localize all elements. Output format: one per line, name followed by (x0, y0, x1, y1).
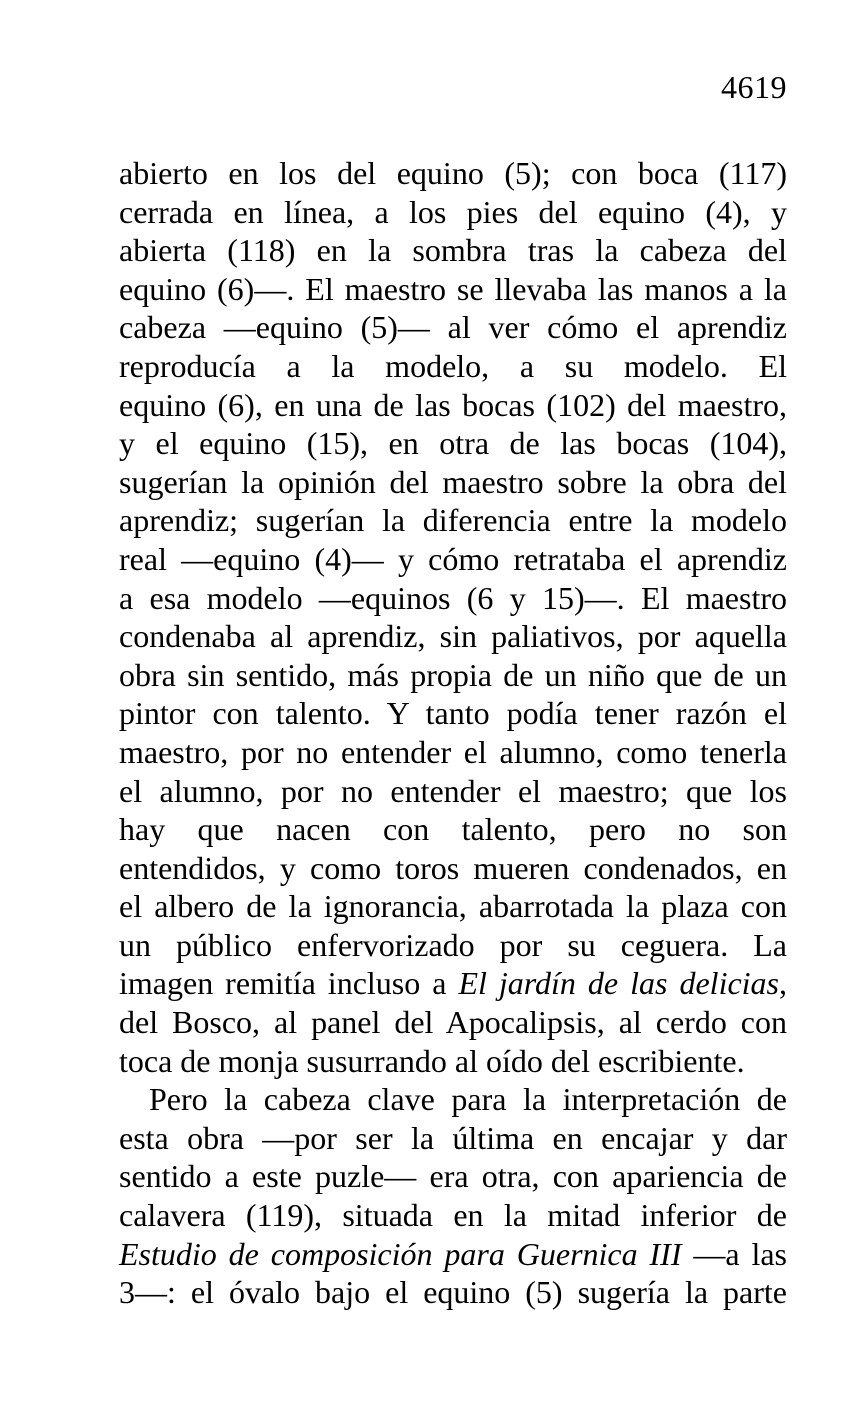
body-text: maestro, por no entender el alumno, como tenerla (119, 733, 787, 770)
body-text: reproducía a la modelo, a su modelo. El (119, 347, 787, 384)
body-text: y el equino (15), en otra de las bocas (104), (119, 425, 787, 462)
text-line (119, 579, 787, 618)
body-text: cabeza —equino (5)— al ver cómo el aprendiz (119, 309, 787, 346)
text-line (119, 1003, 787, 1042)
body-text: obra sin sentido, más propia de un niño que de un (119, 656, 787, 693)
body-text: sugerían la opinión del maestro sobre la obra del (119, 463, 787, 500)
body-text: calavera (119), situada en la mitad inferior de (119, 1197, 787, 1234)
body-text: 3—: el óvalo bajo el equino (5) sugería la parte (119, 1274, 787, 1311)
text-line (119, 386, 787, 425)
body-text: condenaba al aprendiz, sin paliativos, por aquella (119, 618, 787, 655)
text-line (119, 1119, 787, 1158)
body-text: a esa modelo —equinos (6 y 15)—. El maestro (119, 579, 787, 616)
text-line (119, 424, 787, 463)
body-text: Pero la cabeza clave para la interpretación de (149, 1081, 787, 1118)
body-text: hay que nacen con talento, pero no son (119, 811, 787, 848)
text-line (119, 501, 787, 540)
body-text: el albero de la ignorancia, abarrotada la plaza con (119, 888, 787, 925)
text-line (119, 270, 787, 309)
text-line (119, 733, 787, 772)
text-line (119, 193, 787, 232)
body-text: sentido a este puzle— era otra, con apariencia de (119, 1158, 787, 1195)
text-line (119, 810, 787, 849)
text-line (119, 964, 787, 1003)
body-text: del Bosco, al panel del Apocalipsis, al cerdo con (119, 1004, 787, 1041)
text-line (119, 849, 787, 888)
text-line (119, 1157, 787, 1196)
body-text: un público enfervorizado por su ceguera. La (119, 926, 787, 963)
text-line (119, 1042, 787, 1081)
text-line (119, 1273, 787, 1312)
text-line (119, 617, 787, 656)
text-line (119, 231, 787, 270)
text-line (119, 347, 787, 386)
text-line (119, 463, 787, 502)
body-text: cerrada en línea, a los pies del equino (4), y (119, 193, 787, 230)
text-line (119, 540, 787, 579)
body-text: , (779, 965, 788, 1002)
body-text: real —equino (4)— y cómo retrataba el aprendiz (119, 540, 787, 577)
text-line (119, 1235, 787, 1274)
text-line (119, 308, 787, 347)
body-text: abierta (118) en la sombra tras la cabeza del (119, 232, 787, 269)
text-line (119, 926, 787, 965)
body-text: toca de monja susurrando al oído del escribiente. (119, 1042, 745, 1079)
page-number: 4619 (721, 69, 787, 105)
body-text: pintor con talento. Y tanto podía tener razón el (119, 695, 787, 732)
text-line (119, 887, 787, 926)
text-line (119, 1196, 787, 1235)
text-line (119, 772, 787, 811)
body-text: —a las (681, 1235, 787, 1272)
body-text: equino (6), en una de las bocas (102) del maestro, (119, 386, 787, 423)
body-text: aprendiz; sugerían la diferencia entre la modelo (119, 502, 787, 539)
body-text: el alumno, por no entender el maestro; que los (119, 772, 787, 809)
italic-title-text: Estudio de composición para Guernica III (119, 1235, 682, 1272)
text-line (119, 1080, 787, 1119)
italic-title-text: El jardín de las delicias (458, 965, 780, 1002)
text-line (119, 154, 787, 193)
body-text: abierto en los del equino (5); con boca (117) (119, 155, 787, 191)
body-text: imagen remitía incluso a (119, 965, 459, 1002)
text-block (119, 154, 787, 1312)
body-text: esta obra —por ser la última en encajar y dar (119, 1119, 787, 1156)
body-text: entendidos, y como toros mueren condenados, en (119, 849, 787, 886)
text-line (119, 694, 787, 733)
text-line (119, 656, 787, 695)
body-text: equino (6)—. El maestro se llevaba las manos a la (119, 270, 787, 307)
